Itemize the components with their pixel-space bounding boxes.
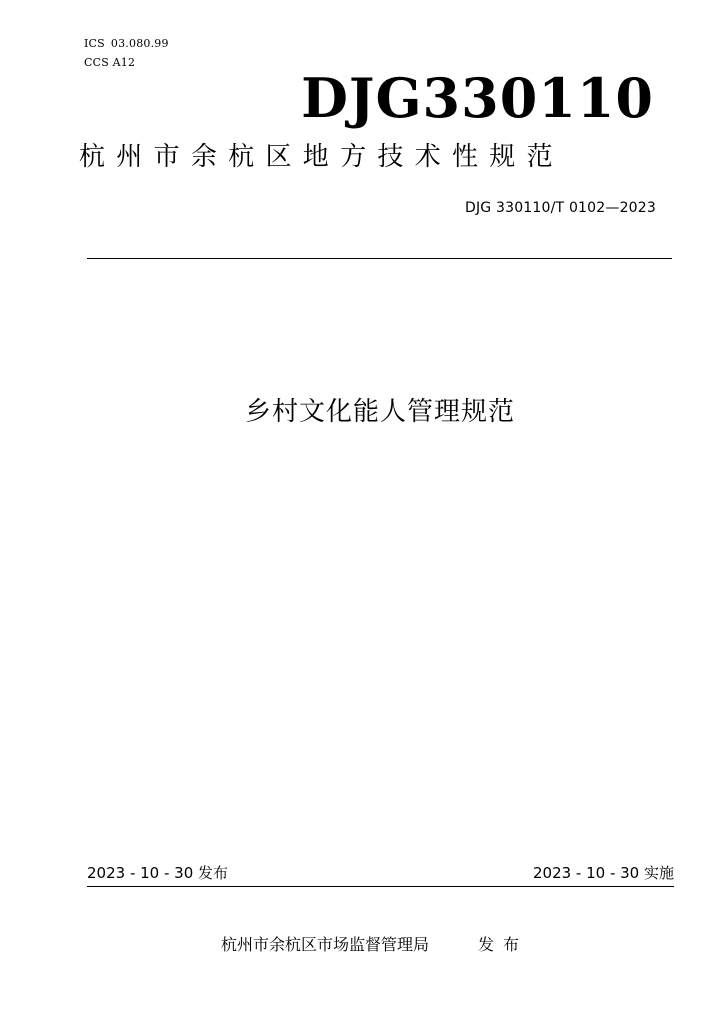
issuer-name: 杭州市余杭区市场监督管理局 <box>221 935 430 954</box>
publish-date: 2023 - 10 - 30 发布 <box>87 864 229 882</box>
ics-code <box>84 37 169 50</box>
standard-category: 杭州市余杭区地方技术性规范 <box>79 142 564 172</box>
ics-label: ICS <box>84 37 105 50</box>
top-divider <box>87 258 672 259</box>
issue-label: 发布 <box>478 935 529 954</box>
standard-logo: DJG330110 <box>301 66 654 130</box>
implement-date: 2023 - 10 - 30 实施 <box>532 864 674 882</box>
document-number: DJG 330110/T 0102—2023 <box>464 200 656 216</box>
bottom-divider <box>87 886 674 887</box>
document-title: 乡村文化能人管理规范 <box>244 397 515 427</box>
ics-number: 03.080.99 <box>110 37 169 50</box>
ccs-code: CCS A12 <box>84 56 136 69</box>
